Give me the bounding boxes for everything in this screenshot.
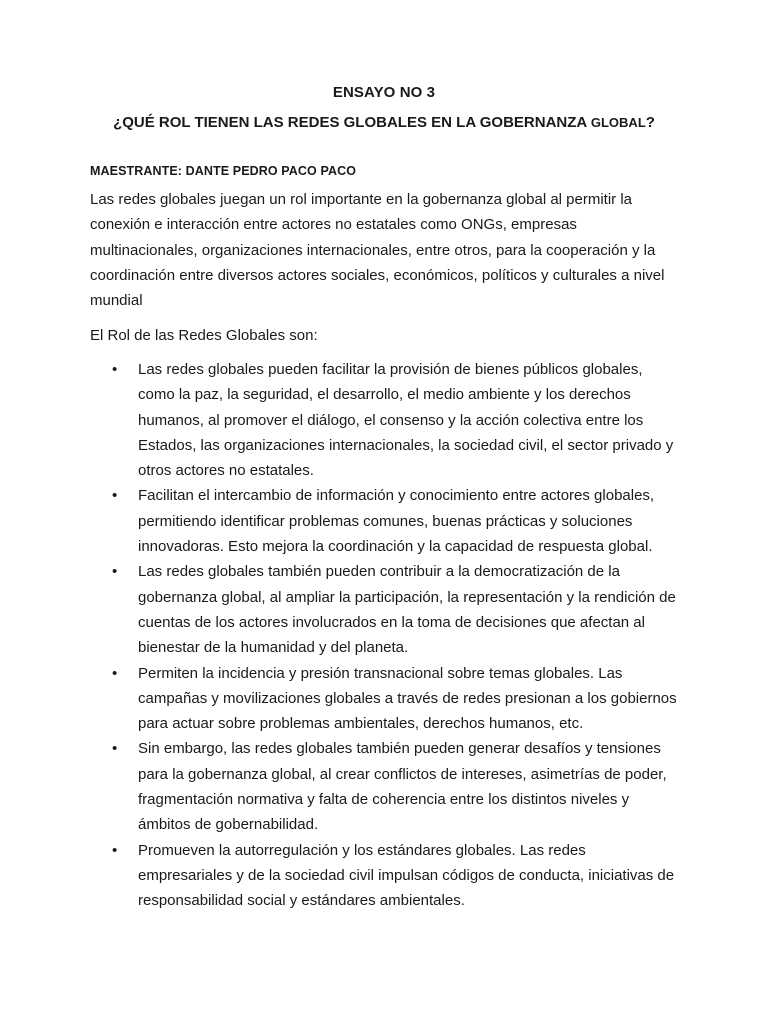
- bullet-icon: •: [112, 563, 118, 581]
- bullet-icon: •: [112, 361, 118, 378]
- list-lead-paragraph: El Rol de las Redes Globales son:: [90, 327, 318, 344]
- essay-question-title: [0, 114, 768, 131]
- list-item-text: Permiten la incidencia y presión transnacional sobre temas globales. Las campañas y movilizaciones globales a través de redes presionan a los gobiernos para actuar sobre problemas ambientales, derechos humanos, etc.: [138, 664, 677, 733]
- list-item-text: Promueven la autorregulación y los estándares globales. Las redes empresariales y de la sociedad civil impulsan códigos de conducta, iniciativas de responsabilidad social y estándares ambientales.: [138, 841, 675, 910]
- list-item: [90, 483, 680, 559]
- list-item: [90, 736, 680, 837]
- essay-question-main: ¿QUÉ ROL TIENEN LAS REDES GLOBALES EN LA GOBERNANZA: [113, 114, 591, 131]
- bullet-icon: •: [112, 487, 118, 505]
- list-item: [90, 838, 680, 914]
- list-item-text: Sin embargo, las redes globales también pueden generar desafíos y tensiones para la gobernanza global, al crear conflictos de intereses, asimetrías de poder, fragmentación normativa y falta de coherencia entre los distintos niveles y ámbitos de gobernabilidad.: [138, 740, 667, 834]
- bullet-icon: •: [112, 841, 118, 859]
- list-item: [90, 357, 680, 483]
- essay-question-small: GLOBAL: [590, 115, 646, 130]
- bullet-icon: •: [112, 664, 118, 682]
- intro-paragraph: Las redes globales juegan un rol importante en la gobernanza global al permitir la conexión e interacción entre actores no estatales como ONGs, empresas multinacionales, organizaciones internacionales, entre otros, para la cooperación y la coordinación entre diversos actores sociales, económicos, políticos y culturales a nivel mundial: [90, 191, 665, 310]
- essay-number-title: ENSAYO NO 3: [332, 84, 436, 101]
- list-item: [90, 559, 680, 660]
- essay-question-end: ?: [645, 114, 655, 131]
- list-item-text: Las redes globales pueden facilitar la provisión de bienes públicos globales, como la paz, la seguridad, el desarrollo, el medio ambiente y los derechos humanos, al promover el diálogo, el consenso y la acción colectiva entre los Estados, las organizaciones internacionales, la sociedad civil, el sector privado y otros actores no estatales.: [138, 361, 674, 480]
- list-item-text: Facilitan el intercambio de información y conocimiento entre actores globales, permitiendo identificar problemas comunes, buenas prácticas y soluciones innovadoras. Esto mejora la coordinación y la capacidad de respuesta global.: [138, 487, 655, 556]
- bullet-icon: •: [112, 740, 118, 758]
- list-item: [90, 661, 680, 737]
- list-item-text: Las redes globales también pueden contribuir a la democratización de la gobernanza global, al ampliar la participación, la representación y la rendición de cuentas de los actores involucrados en la toma de decisiones que afectan al bienestar de la humanidad y del planeta.: [138, 563, 676, 657]
- author-line: MAESTRANTE: DANTE PEDRO PACO PACO: [90, 164, 357, 178]
- roles-bullet-list: [90, 357, 680, 914]
